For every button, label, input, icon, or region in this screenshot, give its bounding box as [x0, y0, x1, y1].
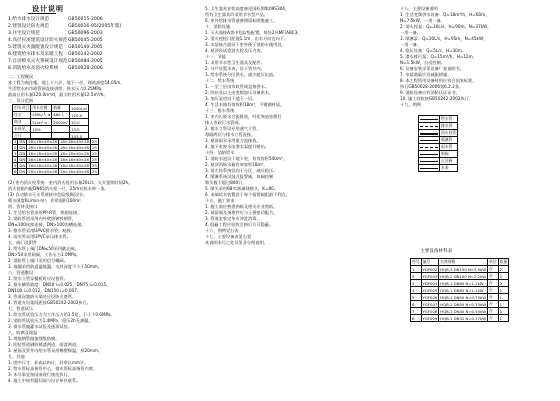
text-line: 1. 埋地钢管做加强级防腐。	[8, 336, 60, 341]
table-header-cell: 序号	[412, 259, 420, 264]
legend-name: 止回阀	[440, 158, 458, 165]
text-line: 本工程为商住楼，地上十八层，地下一层，建筑高度54.05m，	[8, 80, 125, 85]
legend-symbol-cell	[419, 130, 440, 137]
text-line: 十八、主要设备说明	[400, 6, 438, 11]
table-cell: DN	[19, 163, 26, 168]
legend-symbol-cell	[419, 144, 440, 151]
text-line: 3. 屋面及管井内给水管采用橡塑保温，厚20mm。	[8, 348, 103, 353]
text-line: 2. 给水管标高指管中心，排水管标高指管内底。	[8, 366, 98, 371]
legend-table	[418, 115, 458, 172]
text-line: 1. 施工前应熟悉图纸及相关专业图纸。	[205, 204, 278, 209]
text-line: 3. 水泵接合器设于室外便于消防车使用处。	[205, 42, 286, 47]
legend-symbol-cell	[419, 158, 440, 165]
table-cell: YGF005	[422, 287, 438, 293]
legend-name: 闸阀	[440, 151, 458, 158]
table-cell: 数量	[52, 105, 70, 112]
table-cell: 18×18×40×28	[28, 169, 58, 174]
table-cell: 8	[411, 315, 422, 322]
table-cell: 25	[91, 169, 97, 174]
text-line: 七、管道试压	[8, 306, 34, 311]
text-line: 喷水强度6L/min·m²，作用面积160m²。	[8, 198, 86, 203]
table-cell: 2	[498, 280, 509, 287]
table-row	[13, 105, 89, 112]
table-cell: 台	[487, 280, 498, 287]
text-line: 十六、图例见右表	[205, 228, 239, 233]
table-cell: 18×18×40×28	[28, 151, 58, 156]
table-row	[411, 294, 509, 301]
legend-name: 雨水管	[440, 144, 458, 151]
table-cell: 120.0	[70, 112, 88, 119]
text-line: 10. 施工验收按GB50242-2002执行。	[400, 96, 474, 101]
text-line: DN>50采用闸阀，工作压力1.0MPa。	[8, 252, 81, 257]
standard-code: GB50242-2002	[68, 52, 103, 57]
text-line: 3. 地漏采用防返溢地漏，水封深度不小于50mm。	[8, 264, 103, 269]
table-cell: DN	[19, 139, 26, 144]
project-overview	[8, 74, 178, 104]
table-cell: YGF004	[422, 280, 438, 286]
text-line: 3. 管道穿越防火墙处应设防火套管。	[8, 294, 77, 299]
table-cell: 未预见	[13, 126, 31, 133]
legend-row	[419, 144, 458, 151]
col1-body-text	[8, 180, 188, 384]
table-row	[13, 126, 89, 133]
table-cell: 台	[487, 294, 498, 301]
legend-line-icon	[420, 140, 438, 141]
table-cell: HQB-3 DN150 N=3.5kW	[440, 266, 486, 272]
table-cell: 25	[91, 145, 97, 150]
table-cell: HQB-1 DN50 N=0.75kW	[440, 294, 486, 300]
table-cell: 250L/人·d	[32, 112, 51, 117]
standard-code: GB50084-2005	[68, 59, 103, 64]
standard-code: GB50096-2003	[68, 31, 103, 36]
legend-symbol-cell	[419, 151, 440, 158]
table-cell: 25	[91, 151, 97, 156]
table-cell: 4	[411, 287, 422, 294]
standard-name: 5.建筑灭火器配置设计规范	[8, 45, 63, 50]
legend-symbol-cell	[419, 123, 440, 130]
standard-code: GB50028-2006	[68, 66, 103, 71]
legend-row	[419, 165, 458, 172]
legend-line-icon	[420, 126, 438, 127]
standard-name: 8.消防给水及消火栓系统	[8, 66, 59, 71]
table-cell: YGF008	[422, 308, 438, 314]
table-row	[411, 280, 509, 287]
legend-name: 给水管	[440, 116, 458, 123]
text-line: (3) 自动喷水灭火系统按中危险级I级设计。	[8, 192, 88, 197]
table-row	[411, 308, 509, 315]
table-cell: 3	[14, 151, 17, 156]
text-line: 十一、节能	[205, 54, 226, 59]
text-line: 4. 喷淋系统设湿式报警阀，每阀控制	[205, 174, 274, 179]
text-line: 十五、施工要求	[205, 198, 235, 203]
text-line: 5. 卫生器具安装高度参见国标图集09S304，	[205, 6, 290, 11]
text-line: 3. 消火栓系统竖向不分区，减压稳压。	[205, 168, 278, 173]
table-cell: 18×18×40×28	[60, 139, 89, 144]
table-cell: 5	[14, 163, 17, 168]
table-cell: HQB-1 DN80 N=1.1kW	[439, 280, 488, 287]
standard-code: GB50140-2005	[68, 45, 103, 50]
legend-line-icon	[420, 133, 438, 135]
text-line: 排入市政污水管网。	[205, 120, 243, 125]
text-line: 三、设计范围	[8, 98, 34, 103]
text-line: 所有卫生器具均采用节水型产品。	[205, 12, 268, 17]
col2-body-text	[205, 6, 380, 246]
standard-row	[8, 23, 128, 30]
text-line: 5. 潜水排污泵：Q=15m³/h，H=12m，	[400, 54, 477, 59]
equipment-table	[410, 258, 509, 322]
text-line: 6. 室外给排水管道参照国标图集施工。	[205, 18, 278, 23]
pipe-table	[12, 138, 99, 175]
table-cell: 25	[91, 163, 97, 168]
table-cell: HQB-1 DN32 N=0.37kW	[440, 315, 486, 321]
text-line: DN100 i=0.012，DN150 i=0.007。	[8, 288, 82, 293]
standard-code: GB50016-95(2005年版)	[68, 24, 122, 29]
text-line: 4. 稳压设备：Q=5L/s，H=30m。	[400, 48, 467, 53]
standard-code: GB50045-2005	[68, 38, 103, 43]
table-header-cell: 单位	[488, 259, 497, 264]
table-cell: 4	[14, 157, 17, 162]
table-cell: 18×18×40×28	[60, 169, 89, 174]
table-cell: 住宅	[13, 112, 31, 119]
table-cell: 用水定额	[31, 105, 52, 112]
legend-symbol-cell	[419, 137, 440, 144]
legend-name: 消火栓管	[441, 130, 457, 135]
text-line: 4. 雨水管采用UPVC承压排水管。	[8, 234, 71, 239]
table-cell: 18×18×40×28	[28, 157, 58, 162]
text-line: 2. 消防管试验压力1.4MPa，稳压2h无渗漏。	[8, 318, 93, 323]
legend-name: 排水管	[440, 123, 458, 130]
table-cell: 台	[487, 308, 498, 315]
text-line: 3. 排水管采用UPVC排水管，粘接。	[8, 228, 75, 233]
standards-list	[8, 16, 128, 72]
text-line: 生活给水由市政管网直接供给，供水压力0.25MPa，	[8, 86, 106, 91]
text-line: 2. 四层及以上由变频加压设备供水。	[205, 90, 274, 95]
legend-row	[419, 137, 458, 144]
table-cell: 1000L/d	[71, 105, 87, 111]
table-row	[13, 119, 89, 126]
standard-row	[8, 65, 128, 72]
sheet-title: 设计说明	[32, 5, 64, 13]
text-line: 四、管材及接口	[8, 204, 38, 209]
text-line: 一用一备。	[400, 30, 421, 35]
table-cell: 25	[91, 139, 97, 144]
table-cell: YGF006	[422, 294, 438, 300]
text-line: 本说明未尽之处详见各分图说明。	[205, 240, 268, 245]
table-cell: 18×18×40×28	[60, 157, 89, 162]
standard-row	[8, 58, 128, 65]
legend-row	[419, 130, 458, 137]
standard-name: 7.自动喷水灭火系统设计规范	[8, 59, 68, 64]
table-cell: 1	[498, 308, 509, 315]
text-line: 3. 加压泵房设于地下一层。	[205, 96, 257, 101]
text-line: 2. 消防管道采用内外壁热镀锌钢管，	[8, 216, 77, 221]
text-line: 5. 喷头采用68℃玻璃球喷头，K=80。	[205, 186, 279, 191]
text-line: 9. 消防设备应有消防认证证书。	[400, 90, 460, 95]
text-line: 1. 生活变频供水设备：Q=18m³/h，H=60m，	[400, 12, 490, 17]
text-line: 2. 明装管道刷防锈漆两道，面漆两道。	[8, 342, 81, 347]
legend-name: 水表	[440, 165, 458, 172]
text-line: 4. 生活水箱有效容积18m³，不锈钢材质。	[205, 102, 285, 107]
table-cell: 2	[498, 273, 509, 280]
table-cell: 2	[498, 266, 509, 273]
table-row	[411, 315, 509, 322]
text-line: 执行GB50028-2006第6.2.2条。	[400, 84, 464, 89]
text-line: 2. 预留洞及预埋件应与土建密切配合。	[205, 210, 278, 215]
legend-line-icon	[420, 161, 438, 162]
text-line: N=1.5kW，自动控制。	[400, 60, 445, 65]
text-line: 2. 消火栓泵：Q=20L/s，H=90m，N=37kW，	[400, 24, 492, 29]
standard-row	[8, 37, 128, 44]
legend-symbol-cell	[419, 165, 440, 172]
table-cell: 6	[411, 301, 422, 308]
text-line: 十二、给水系统	[205, 78, 235, 83]
text-line: 4. 施工中如有疑问请与设计单位联系。	[8, 378, 81, 383]
table-cell: 18×18×40×28	[60, 151, 89, 156]
table-cell: 5L/m²·d	[31, 119, 52, 126]
table-cell: 18×18×40×28	[60, 145, 89, 150]
text-line: 十、消防设施	[205, 24, 231, 29]
legend-row	[419, 116, 458, 123]
legend-row	[419, 123, 458, 130]
text-line: 五、阀门及附件	[8, 240, 38, 245]
table-cell: 台	[487, 287, 498, 294]
table-cell: HQB-1 DN40 N=0.55kW	[440, 308, 486, 314]
text-line: 3. 喷淋泵：Q=30L/s，H=95m，N=45kW，	[400, 36, 488, 41]
standard-name: 6.建筑给水排水及采暖工程	[8, 52, 63, 57]
text-line: 3. 屋面雨水采用重力流排放。	[205, 138, 261, 143]
title-underline	[28, 13, 56, 14]
standard-row	[8, 16, 128, 23]
table-cell: DN	[19, 145, 26, 150]
text-line: 1. 采用节水型卫生器具及配件。	[205, 60, 265, 65]
table-cell: DN	[19, 157, 26, 162]
table-cell: 台	[487, 266, 498, 273]
standard-name: 4.高层民用建筑设计防火规范	[8, 38, 68, 43]
table-row	[411, 287, 509, 294]
table-cell: 13.0	[70, 126, 88, 133]
text-line: 3. 未尽事宜按国家现行规范执行。	[8, 372, 72, 377]
text-line: 1. 给水管上阀门DN≤50采用截止阀，	[8, 246, 79, 251]
text-line: 1. 灭火器按A类中危险级配置，每处2具MF/ABC3。	[205, 30, 302, 35]
table-header-cell: 名称规格	[439, 259, 488, 266]
text-line: 4. 隐蔽工程应验收合格后方可隐蔽。	[205, 222, 274, 227]
table-cell: 10%	[31, 126, 52, 133]
legend-line-icon	[420, 119, 438, 120]
table-cell: 10.0	[70, 119, 88, 126]
table-cell: 480人	[52, 112, 70, 119]
text-line: 九、其他	[8, 354, 25, 359]
standard-name: 1.给水排水设计规范	[8, 17, 50, 22]
table-cell: YGF009	[422, 315, 438, 321]
standard-name: 2.建筑设计防火规范	[8, 24, 50, 29]
text-line: 2. 消火栓栓口距地1.1m，出水方向宜向下。	[205, 36, 289, 41]
table-row	[411, 301, 509, 308]
text-line: 2. 屋顶消防水箱有效容积18m³。	[205, 162, 268, 167]
text-line: 3. 管道安装完毕应冲洗消毒。	[205, 216, 261, 221]
legend-line-icon	[420, 168, 438, 169]
table-header-cell: 数量	[499, 259, 508, 264]
text-line: 4. 屋顶设试验消火栓及压力表。	[205, 48, 265, 53]
text-line: 1. 生活给水管采用PP-R管，热熔连接。	[8, 210, 82, 215]
table-cell: 18×18×40×28	[28, 139, 58, 144]
text-line: 7. 水泵基础应设减振措施。	[400, 72, 452, 77]
text-line: 6. 设备安装详见设备厂家说明书。	[400, 66, 464, 71]
text-line: 喷头数不超过800只。	[205, 180, 247, 185]
table-cell: 2000m²	[53, 119, 69, 125]
legend-line-icon	[420, 154, 438, 155]
text-line: 2. 排水立管设专用通气立管，	[205, 126, 261, 131]
table-row	[13, 112, 89, 119]
table-cell: 3	[411, 280, 422, 287]
table-header-cell: 编号	[421, 259, 439, 266]
text-line: 1. 室内污废水合流排放，经化粪池处理后	[205, 114, 282, 119]
text-line: 十九、图例	[400, 102, 421, 107]
table-cell: HQB-2 DN100 N=2.2kW	[440, 273, 486, 279]
table-cell: DN	[19, 169, 26, 174]
table-cell: 143.0	[70, 133, 88, 140]
table-cell: 7	[411, 308, 422, 315]
text-line: 3. 排水管做灌水试验及通球试验。	[8, 324, 72, 329]
table-row	[411, 273, 509, 280]
table-cell: 台	[487, 315, 498, 322]
text-line: 1. 消防水池设于地下室，有效容积540m³。	[205, 156, 287, 161]
table-cell: 1	[498, 301, 509, 308]
table-cell: 1	[411, 266, 422, 273]
table-cell: 商业	[13, 119, 31, 126]
standard-row	[8, 51, 128, 58]
table-cell: 18×18×40×28	[28, 163, 58, 168]
table-cell: 2	[411, 273, 422, 280]
text-line: 1. 给水管试验压力为工作压力的1.5倍，不小于0.6MPa。	[8, 312, 115, 317]
text-line: 2. 消防管上阀门采用信号蝶阀。	[8, 258, 68, 263]
text-line: 2. 分户设置水表，设于管井内。	[205, 66, 265, 71]
text-line: 最高日用水量120.0m³/d，最大时用水量12.5m³/h。	[8, 92, 108, 97]
table-cell: 25	[91, 157, 97, 162]
table-cell: 台	[487, 301, 498, 308]
text-line: 3. 给水系统分区供水，减少超压出流。	[205, 72, 278, 77]
text-line: 1. 图中尺寸：标高以m计，其余以mm计。	[8, 360, 89, 365]
table-cell: 1	[14, 139, 17, 144]
table-cell: 6	[14, 169, 17, 174]
table-header-row	[411, 259, 509, 266]
text-line: 一用一备。	[400, 42, 421, 47]
legend-row	[419, 151, 458, 158]
text-line: N=7.5kW，一用一备。	[400, 18, 445, 23]
equipment-table-title: 主要设备材料表	[420, 249, 453, 254]
text-line: 4. 管道支吊架间距按GB50242-2002执行。	[8, 300, 91, 305]
text-line: 十七、主要设备表见右表	[205, 234, 252, 239]
text-line: 6. 末端试水装置设于每个报警阀组最不利点。	[205, 192, 290, 197]
table-cell: 合计	[13, 133, 31, 140]
text-line: 八、防腐及保温	[8, 330, 38, 335]
text-line: 消火栓箱内配DN65消火栓一只，25m衬胶水带一条。	[8, 186, 109, 191]
table-cell: 1	[498, 294, 509, 301]
text-line: 1. 给水立管穿楼板时应设套管。	[8, 276, 68, 281]
table-cell: 18×18×40×28	[60, 163, 89, 168]
table-cell: YGF007	[422, 301, 438, 307]
legend-symbol-cell	[419, 116, 440, 123]
standard-row	[8, 30, 128, 37]
table-cell	[52, 126, 70, 133]
standard-name: 3.住宅设计规范	[8, 31, 40, 36]
table-row	[13, 169, 99, 175]
text-line: 2. 排水横管坡度：DN50 i=0.025，DN75 i=0.015，	[8, 282, 111, 287]
table-cell: 用水项目	[14, 105, 30, 110]
table-cell: 1	[498, 315, 509, 322]
table-cell: HQB-1 DN65 N=1.1kW	[439, 287, 488, 294]
table-cell: 5	[411, 294, 422, 301]
table-cell: HQB-1 DN50 N=0.75kW	[440, 301, 486, 307]
text-line: 8. 本工程所用设备材料应符合国家标准，	[400, 78, 477, 83]
text-line: 十四、消防给水	[205, 150, 235, 155]
table-cell: 18×18×40×28	[28, 145, 58, 150]
table-cell: YGF002	[422, 266, 438, 272]
table-cell: 2	[14, 145, 17, 150]
table-cell: 1	[498, 287, 509, 294]
col3-body-text	[400, 6, 555, 108]
legend-name: 喷淋管	[440, 137, 458, 144]
table-cell: YGF003	[422, 273, 438, 279]
text-line: 十三、排水系统	[205, 108, 235, 113]
text-line: DN≤100丝扣连接，DN>100沟槽连接。	[8, 222, 86, 227]
text-line: 1. 一至三层由市政管网直接供水。	[205, 84, 269, 89]
standard-row	[8, 44, 128, 51]
text-line: 六、管道敷设	[8, 270, 34, 275]
table-cell: 台	[487, 273, 498, 280]
table-row	[411, 266, 509, 273]
legend-row	[419, 158, 458, 165]
standard-code: GB50015-2006	[68, 17, 103, 22]
text-line: 每隔两层与排水立管连接。	[205, 132, 256, 137]
water-demand-table	[12, 104, 89, 140]
text-line: (2) 室内消火栓系统：室内消火栓用水量20L/s，火灾延续时间2h。	[8, 180, 133, 185]
text-line: 二、工程概况	[8, 74, 34, 79]
legend-line-icon	[420, 147, 438, 148]
text-line: 4. 地下室废水由潜水泵提升排出。	[205, 144, 269, 149]
table-cell: DN	[19, 151, 26, 156]
